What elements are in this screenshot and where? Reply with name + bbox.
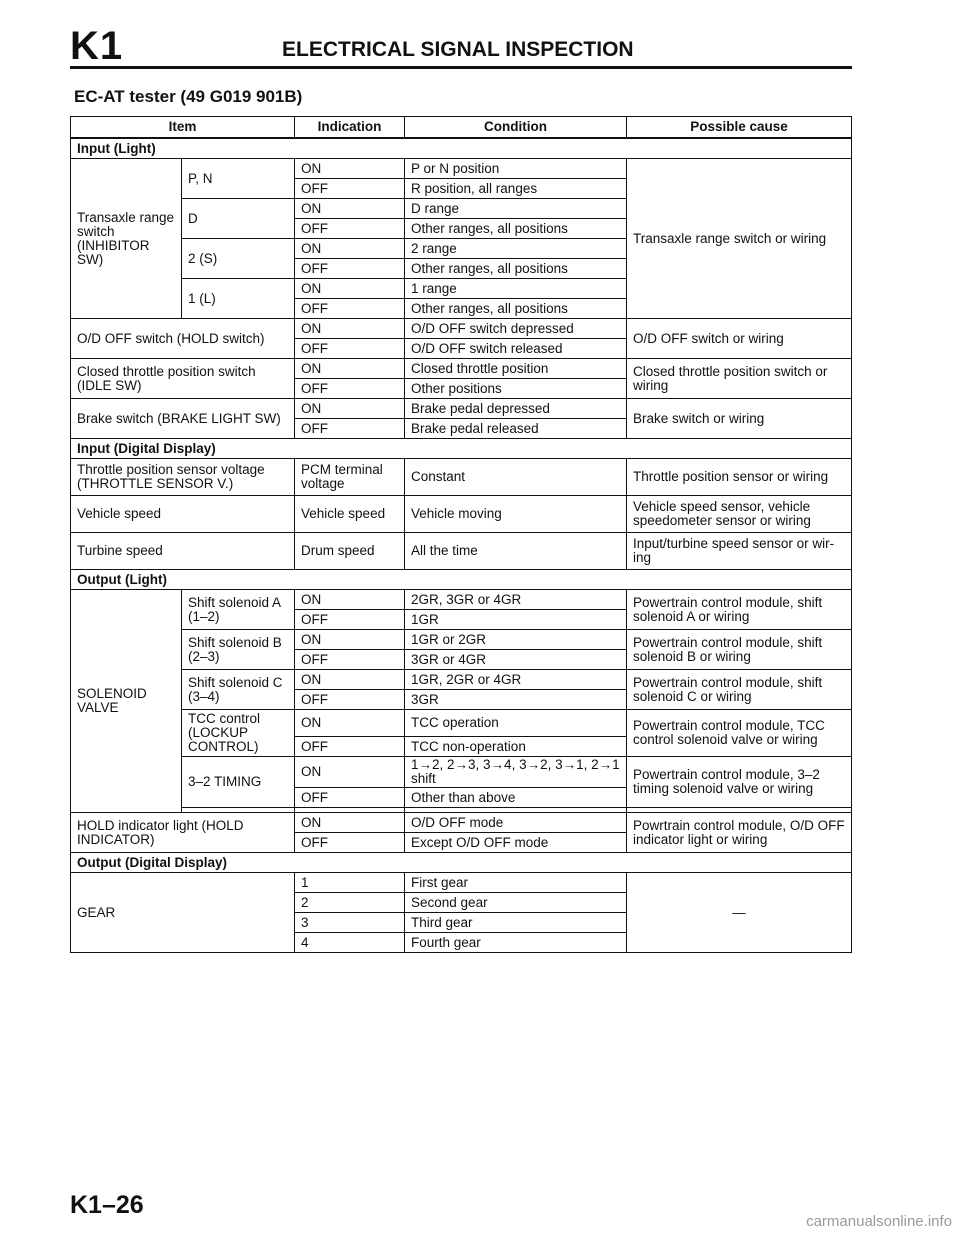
condition-cell: Other than above	[405, 788, 627, 808]
column-header-cause: Possible cause	[627, 117, 852, 139]
section-heading: Output (Light)	[71, 570, 852, 590]
condition-cell: TCC operation	[405, 710, 627, 737]
condition-cell: Closed throttle position	[405, 359, 627, 379]
indication-cell: OFF	[295, 379, 405, 399]
indication-cell: ON	[295, 239, 405, 259]
condition-cell: R position, all ranges	[405, 179, 627, 199]
indication-cell: OFF	[295, 179, 405, 199]
cause-cell: Brake switch or wiring	[627, 399, 852, 439]
section-row-input-light	[71, 138, 852, 159]
item-cell: Transaxle range switch (INHIBITOR SW)	[71, 159, 182, 319]
table-row	[71, 590, 852, 610]
indication-cell: OFF	[295, 650, 405, 670]
indication-cell: ON	[295, 319, 405, 339]
item-cell: O/D OFF switch (HOLD switch)	[71, 319, 295, 359]
condition-cell: Other positions	[405, 379, 627, 399]
section-heading: Input (Digital Display)	[71, 439, 852, 459]
item-cell: Turbine speed	[71, 533, 295, 570]
table-row	[71, 757, 852, 788]
condition-cell: D range	[405, 199, 627, 219]
indication-cell: OFF	[295, 788, 405, 808]
indication-cell: 1	[295, 873, 405, 893]
cause-cell: O/D OFF switch or wiring	[627, 319, 852, 359]
indication-cell: 4	[295, 933, 405, 953]
section-row-input-digital	[71, 439, 852, 459]
indication-cell: OFF	[295, 833, 405, 853]
cause-cell: Powrtrain control module, O/D OFF indicator light or wiring	[627, 813, 852, 853]
solenoid-cell: Shift solenoid A (1–2)	[182, 590, 295, 630]
cause-cell: Throttle position sensor or wiring	[627, 459, 852, 496]
condition-cell: Constant	[405, 459, 627, 496]
indication-cell: ON	[295, 399, 405, 419]
condition-cell: Vehicle moving	[405, 496, 627, 533]
condition-cell: 3GR	[405, 690, 627, 710]
solenoid-cell: 3–2 TIMING	[182, 757, 295, 808]
condition-cell: Except O/D OFF mode	[405, 833, 627, 853]
column-header-condition: Condition	[405, 117, 627, 139]
range-cell: D	[182, 199, 295, 239]
indication-cell: ON	[295, 359, 405, 379]
table-row	[71, 670, 852, 690]
condition-cell: 3GR or 4GR	[405, 650, 627, 670]
table-row	[71, 873, 852, 893]
condition-cell: Second gear	[405, 893, 627, 913]
indication-cell: OFF	[295, 339, 405, 359]
indication-cell: ON	[295, 159, 405, 179]
table-row	[71, 459, 852, 496]
condition-cell: O/D OFF switch depressed	[405, 319, 627, 339]
condition-cell: All the time	[405, 533, 627, 570]
signal-inspection-table	[70, 116, 852, 953]
indication-cell: ON	[295, 757, 405, 788]
section-row-output-light	[71, 570, 852, 590]
condition-cell: Fourth gear	[405, 933, 627, 953]
page-title: ELECTRICAL SIGNAL INSPECTION	[282, 38, 634, 61]
column-header-indication: Indication	[295, 117, 405, 139]
indication-cell: ON	[295, 279, 405, 299]
table-row	[71, 399, 852, 419]
section-heading: Output (Digital Display)	[71, 853, 852, 873]
condition-cell: First gear	[405, 873, 627, 893]
condition-cell: Brake pedal depressed	[405, 399, 627, 419]
page-number: K1–26	[70, 1191, 144, 1219]
indication-cell: Vehicle speed	[295, 496, 405, 533]
condition-cell: Other ranges, all positions	[405, 219, 627, 239]
section-heading: Input (Light)	[71, 138, 852, 159]
cause-cell: Powertrain control module, 3–2 timing solenoid valve or wiring	[627, 757, 852, 808]
condition-cell: O/D OFF switch released	[405, 339, 627, 359]
condition-cell: Third gear	[405, 913, 627, 933]
table-row	[71, 710, 852, 737]
item-cell: SOLENOID VALVE	[71, 590, 182, 813]
condition-cell: Other ranges, all positions	[405, 299, 627, 319]
table-row	[71, 533, 852, 570]
cause-cell: Closed throttle position switch or wiring	[627, 359, 852, 399]
column-header-item: Item	[71, 117, 295, 139]
watermark: carmanualsonline.info	[806, 1213, 952, 1230]
section-code: K1	[70, 24, 124, 68]
tester-subtitle: EC-AT tester (49 G019 901B)	[74, 87, 303, 106]
indication-cell: ON	[295, 813, 405, 833]
condition-cell: TCC non-operation	[405, 737, 627, 757]
indication-cell: OFF	[295, 690, 405, 710]
condition-cell: P or N position	[405, 159, 627, 179]
table-row	[71, 630, 852, 650]
indication-cell: Drum speed	[295, 533, 405, 570]
indication-cell: ON	[295, 630, 405, 650]
cause-cell: Powertrain control module, TCC control solenoid valve or wiring	[627, 710, 852, 757]
item-cell: Closed throttle position switch (IDLE SW)	[71, 359, 295, 399]
item-cell: HOLD indicator light (HOLD INDICATOR)	[71, 813, 295, 853]
solenoid-cell: TCC control (LOCKUP CONTROL)	[182, 710, 295, 757]
condition-cell: 1 range	[405, 279, 627, 299]
solenoid-cell: Shift solenoid C (3–4)	[182, 670, 295, 710]
item-cell: Throttle position sensor voltage (THROTTLE SENSOR V.)	[71, 459, 295, 496]
item-cell: Brake switch (BRAKE LIGHT SW)	[71, 399, 295, 439]
indication-cell: ON	[295, 199, 405, 219]
condition-cell: 1→2, 2→3, 3→4, 3→2, 3→1, 2→1 shift	[405, 757, 627, 788]
indication-cell: ON	[295, 670, 405, 690]
range-cell: 2 (S)	[182, 239, 295, 279]
cause-cell: Input/turbine speed sensor or wir-ing	[627, 533, 852, 570]
section-row-output-digital	[71, 853, 852, 873]
indication-cell: OFF	[295, 610, 405, 630]
condition-cell: 2GR, 3GR or 4GR	[405, 590, 627, 610]
item-cell: Vehicle speed	[71, 496, 295, 533]
cause-cell: Powertrain control module, shift solenoid B or wiring	[627, 630, 852, 670]
cause-cell: —	[627, 873, 852, 953]
indication-cell: 2	[295, 893, 405, 913]
header-rule	[70, 66, 852, 69]
indication-cell: ON	[295, 590, 405, 610]
range-cell: 1 (L)	[182, 279, 295, 319]
solenoid-cell: Shift solenoid B (2–3)	[182, 630, 295, 670]
table-row	[71, 813, 852, 833]
indication-cell: OFF	[295, 259, 405, 279]
indication-cell: OFF	[295, 419, 405, 439]
condition-cell: 1GR, 2GR or 4GR	[405, 670, 627, 690]
cause-cell: Powertrain control module, shift solenoid C or wiring	[627, 670, 852, 710]
condition-cell: 1GR	[405, 610, 627, 630]
condition-cell: O/D OFF mode	[405, 813, 627, 833]
indication-cell: OFF	[295, 737, 405, 757]
cause-cell: Powertrain control module, shift solenoid A or wiring	[627, 590, 852, 630]
cause-cell: Vehicle speed sensor, vehicle speedometer sensor or wiring	[627, 496, 852, 533]
indication-cell: ON	[295, 710, 405, 737]
condition-cell: Other ranges, all positions	[405, 259, 627, 279]
table-row	[71, 319, 852, 339]
indication-cell: OFF	[295, 299, 405, 319]
range-cell: P, N	[182, 159, 295, 199]
condition-cell: Brake pedal released	[405, 419, 627, 439]
table-row	[71, 159, 852, 179]
table-row	[71, 359, 852, 379]
table-header-row	[71, 117, 852, 139]
condition-cell: 2 range	[405, 239, 627, 259]
indication-cell: 3	[295, 913, 405, 933]
condition-cell: 1GR or 2GR	[405, 630, 627, 650]
cause-cell: Transaxle range switch or wiring	[627, 159, 852, 319]
indication-cell: PCM terminal voltage	[295, 459, 405, 496]
table-row	[71, 496, 852, 533]
indication-cell: OFF	[295, 219, 405, 239]
item-cell: GEAR	[71, 873, 295, 953]
